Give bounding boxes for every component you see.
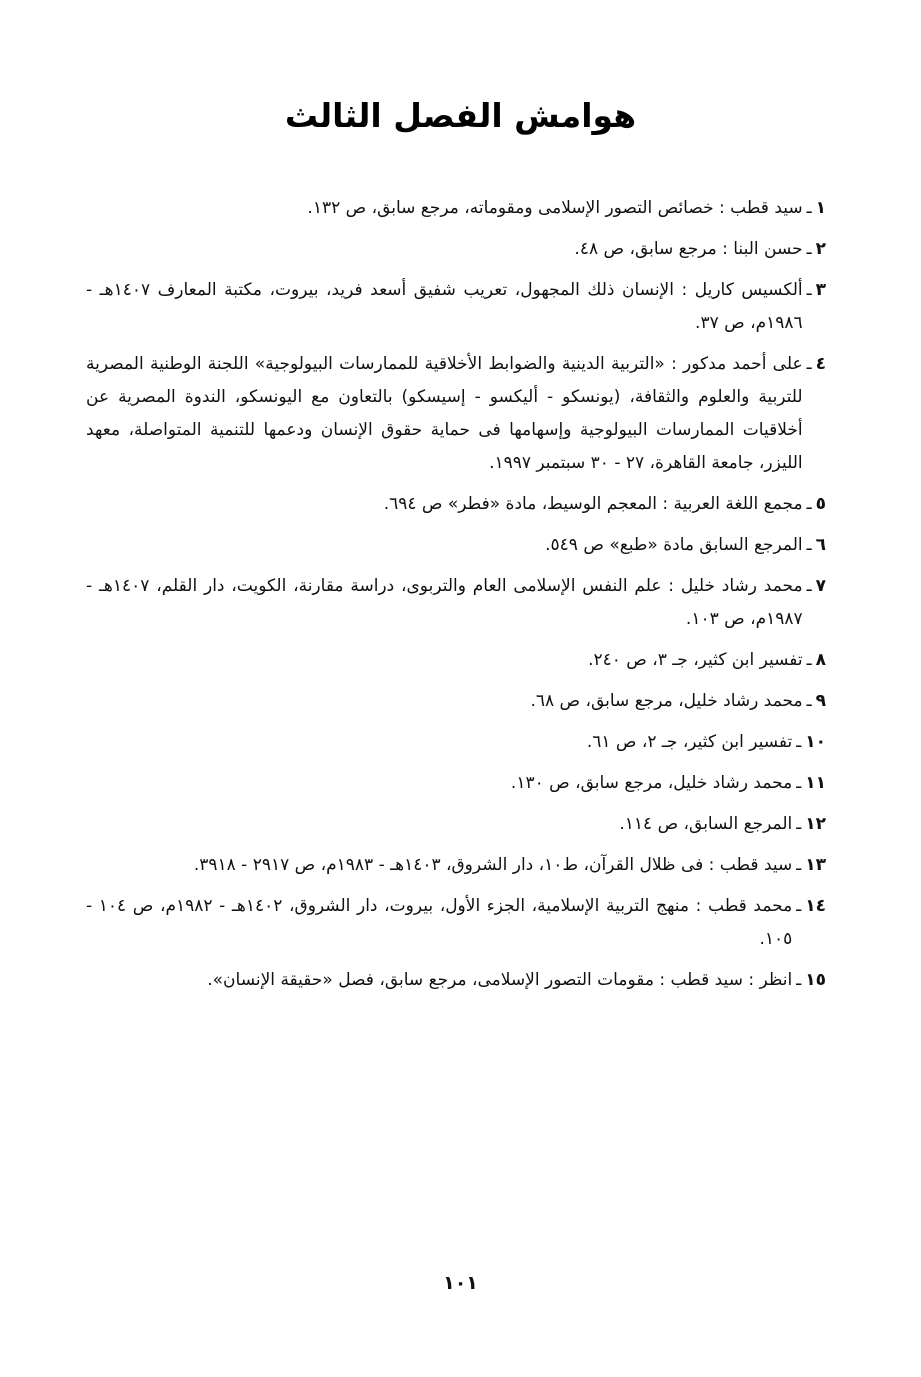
footnote-number: ١ xyxy=(815,198,826,218)
footnote-item xyxy=(86,849,826,882)
footnote-number: ١٠ xyxy=(805,732,826,752)
footnote-text: سيد قطب : فى ظلال القرآن، ط١٠، دار الشروق، ١٤٠٣هـ - ١٩٨٣م، ص ٢٩١٧ - ٣٩١٨. xyxy=(193,855,793,875)
footnote-item xyxy=(86,767,826,800)
footnote-number: ٣ xyxy=(815,280,826,300)
footnotes-list xyxy=(86,192,826,1005)
footnote-separator: ـ xyxy=(806,198,812,218)
footnote-item xyxy=(86,488,826,521)
footnote-separator: ـ xyxy=(796,814,802,834)
footnote-separator: ـ xyxy=(796,896,802,916)
footnote-separator: ـ xyxy=(796,970,802,990)
footnote-separator: ـ xyxy=(796,732,802,752)
footnote-number: ٨ xyxy=(815,650,826,670)
footnote-text: انظر : سيد قطب : مقومات التصور الإسلامى، مرجع سابق، فصل «حقيقة الإنسان». xyxy=(207,970,793,990)
footnote-item xyxy=(86,192,826,225)
footnote-separator: ـ xyxy=(806,239,812,259)
footnote-text: محمد رشاد خليل، مرجع سابق، ص ٦٨. xyxy=(530,691,803,711)
chapter-notes-title: هوامش الفصل الثالث xyxy=(284,96,637,135)
footnote-text: على أحمد مدكور : «التربية الدينية والضوابط الأخلاقية للممارسات البيولوجية» اللجنة الوطنية المصرية للتربية والعلوم والثقافة، (يونسكو - أليكسو - إسيسكو) بالتعاون مع اليونسكو، الندوة المصرية عن أخلاقيات الممارسات البيولوجية وإسهامها فى حماية حقوق الإنسان ودعمها للتنمية المتواصلة، معهد الليزر، جامعة القاهرة، ٢٧ - ٣٠ سبتمبر ١٩٩٧. xyxy=(86,354,803,473)
footnote-text: المرجع السابق مادة «طبع» ص ٥٤٩. xyxy=(545,535,803,555)
footnote-number: ١٢ xyxy=(805,814,826,834)
footnote-text: مجمع اللغة العربية : المعجم الوسيط، مادة «فطر» ص ٦٩٤. xyxy=(383,494,803,514)
footnote-text: سيد قطب : خصائص التصور الإسلامى ومقوماته، مرجع سابق، ص ١٣٢. xyxy=(307,198,803,218)
footnote-number: ٧ xyxy=(815,576,826,596)
footnote-separator: ـ xyxy=(806,576,812,596)
footnote-separator: ـ xyxy=(796,855,802,875)
page-number: ١٠١ xyxy=(443,1272,478,1294)
footnote-number: ١٤ xyxy=(805,896,826,916)
footnote-text: ألكسيس كاريل : الإنسان ذلك المجهول، تعريب شفيق أسعد فريد، بيروت، مكتبة المعارف ١٤٠٧هـ - ١٩٨٦م، ص ٣٧. xyxy=(86,280,803,333)
footnote-separator: ـ xyxy=(806,535,812,555)
footnote-text: تفسير ابن كثير، جـ ٢، ص ٦١. xyxy=(586,732,793,752)
footnote-item xyxy=(86,274,826,340)
footnote-number: ٢ xyxy=(815,239,826,259)
footnote-text: محمد رشاد خليل، مرجع سابق، ص ١٣٠. xyxy=(510,773,793,793)
footnote-text: تفسير ابن كثير، جـ ٣، ص ٢٤٠. xyxy=(588,650,803,670)
footnote-separator: ـ xyxy=(806,691,812,711)
footnote-item xyxy=(86,348,826,480)
footnote-number: ٤ xyxy=(815,354,826,374)
footnote-item xyxy=(86,644,826,677)
footnote-separator: ـ xyxy=(796,773,802,793)
footnote-item xyxy=(86,685,826,718)
footnote-number: ٥ xyxy=(815,494,826,514)
footnote-number: ١١ xyxy=(805,773,826,793)
footnote-separator: ـ xyxy=(806,354,812,374)
footnote-number: ٩ xyxy=(815,691,826,711)
footnote-separator: ـ xyxy=(806,494,812,514)
footnote-number: ١٣ xyxy=(805,855,826,875)
footnote-number: ١٥ xyxy=(805,970,826,990)
footnote-text: حسن البنا : مرجع سابق، ص ٤٨. xyxy=(574,239,803,259)
footnote-separator: ـ xyxy=(806,280,812,300)
footnote-item xyxy=(86,726,826,759)
footnote-text: محمد قطب : منهج التربية الإسلامية، الجزء الأول، بيروت، دار الشروق، ١٤٠٢هـ - ١٩٨٢م، ص ١٠٤ - ١٠٥. xyxy=(86,896,793,949)
footnote-item xyxy=(86,890,826,956)
footnote-text: محمد رشاد خليل : علم النفس الإسلامى العام والتربوى، دراسة مقارنة، الكويت، دار القلم، ١٤٠٧هـ - ١٩٨٧م، ص ١٠٣. xyxy=(86,576,803,629)
footnote-item xyxy=(86,964,826,997)
footnote-number: ٦ xyxy=(815,535,826,555)
footnote-item xyxy=(86,570,826,636)
footnote-separator: ـ xyxy=(806,650,812,670)
footnote-item xyxy=(86,808,826,841)
footnote-item xyxy=(86,233,826,266)
footnote-text: المرجع السابق، ص ١١٤. xyxy=(619,814,793,834)
footnote-item xyxy=(86,529,826,562)
